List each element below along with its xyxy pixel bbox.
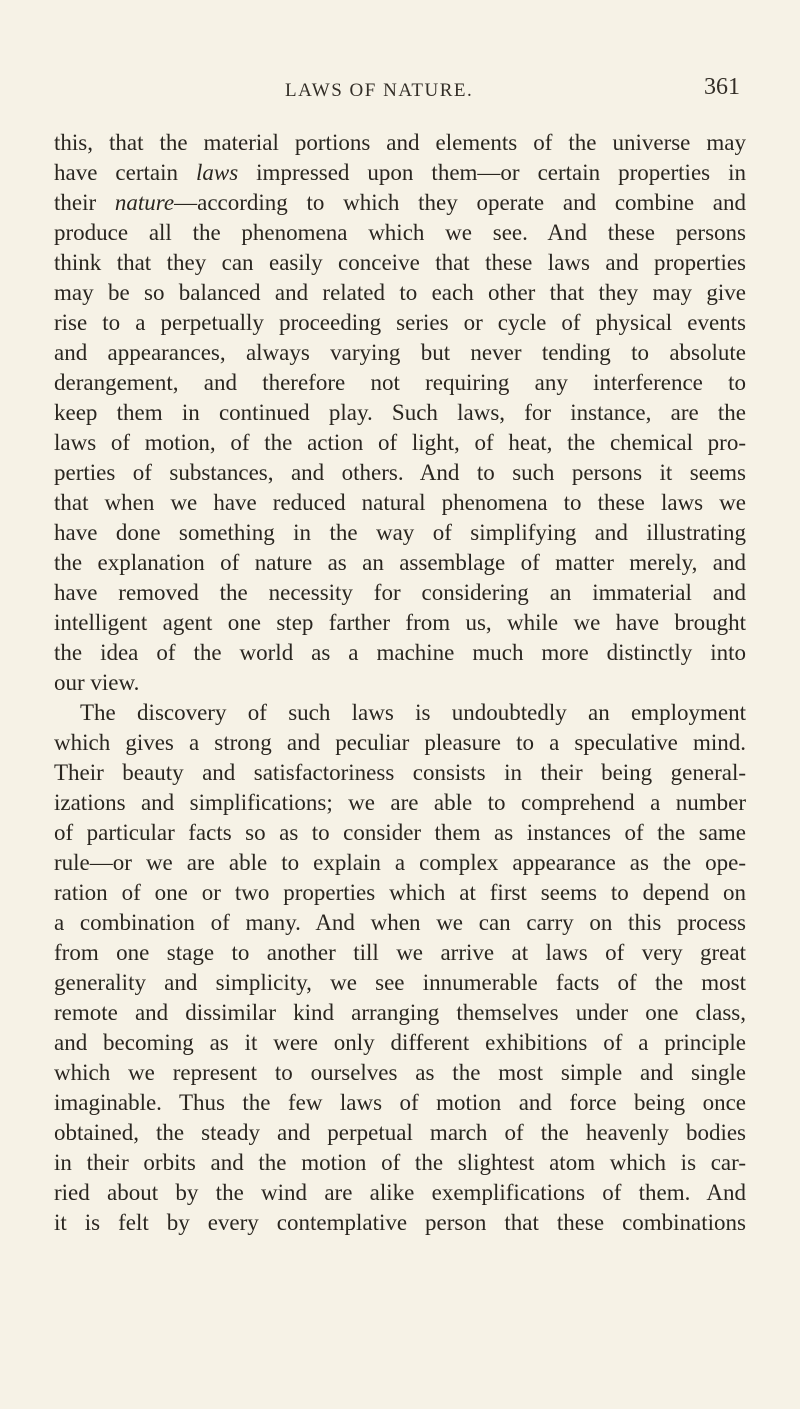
text-line: our view. <box>54 670 140 695</box>
paragraph-first-line: The discovery of such laws is undoubtedly an employment <box>80 700 746 725</box>
text-line: and appearances, always varying but never tending to absolute <box>54 340 746 365</box>
text-line: ration of one or two properties which at first seems to depend on <box>54 880 746 905</box>
text-line: have certain laws impressed upon them—or certain properties in <box>54 160 746 185</box>
text-line: that when we have reduced natural phenomena to these laws we <box>54 490 746 515</box>
text-line: their nature—according to which they operate and combine and <box>54 190 746 215</box>
text-line: the explanation of nature as an assemblage of matter merely, and <box>54 550 746 575</box>
body-text <box>54 128 746 1238</box>
text-line: izations and simplifications; we are able to comprehend a number <box>54 790 746 815</box>
text-line: the idea of the world as a machine much more distinctly into <box>54 640 746 665</box>
text-line: intelligent agent one step farther from us, while we have brought <box>54 610 746 635</box>
text-line: a combination of many. And when we can carry on this process <box>54 910 746 935</box>
text-line: rise to a perpetually proceeding series or cycle of physical events <box>54 310 746 335</box>
page-number: 361 <box>704 74 740 100</box>
text-line: of particular facts so as to consider them as instances of the same <box>54 820 746 845</box>
text-line: produce all the phenomena which we see. And these persons <box>54 220 746 245</box>
emphasis: nature <box>114 190 175 215</box>
text-line: have removed the necessity for considering an immaterial and <box>54 580 746 605</box>
text-line: may be so balanced and related to each other that they may give <box>54 280 746 305</box>
text-line: generality and simplicity, we see innumerable facts of the most <box>54 970 746 995</box>
text-line: imaginable. Thus the few laws of motion and force being once <box>54 1090 746 1115</box>
text-line: keep them in continued play. Such laws, for instance, are the <box>54 400 746 425</box>
text-line: derangement, and therefore not requiring any interference to <box>54 370 746 395</box>
text-line: think that they can easily conceive that these laws and properties <box>54 250 746 275</box>
text-line: Their beauty and satisfactoriness consists in their being general- <box>54 760 746 785</box>
text-line: obtained, the steady and perpetual march of the heavenly bodies <box>54 1120 746 1145</box>
text-line: this, that the material portions and elements of the universe may <box>54 130 746 155</box>
text-line: which we represent to ourselves as the most simple and single <box>54 1060 746 1085</box>
emphasis: laws <box>195 160 239 185</box>
text-line: which gives a strong and peculiar pleasure to a speculative mind. <box>54 730 746 755</box>
text-line: remote and dissimilar kind arranging themselves under one class, <box>54 1000 746 1025</box>
text-line: laws of motion, of the action of light, of heat, the chemical pro- <box>54 430 746 455</box>
text-line: have done something in the way of simplifying and illustrating <box>54 520 746 545</box>
text-line: ried about by the wind are alike exemplifications of them. And <box>54 1180 746 1205</box>
running-head: LAWS OF NATURE. <box>285 80 474 101</box>
text-line: rule—or we are able to explain a complex appearance as the ope- <box>54 850 746 875</box>
text-line: from one stage to another till we arrive at laws of very great <box>54 940 746 965</box>
text-line: it is felt by every contemplative person that these combinations <box>54 1210 746 1235</box>
text-line: and becoming as it were only different exhibitions of a principle <box>54 1030 746 1055</box>
text-line: in their orbits and the motion of the slightest atom which is car- <box>54 1150 746 1175</box>
text-line: perties of substances, and others. And to such persons it seems <box>54 460 746 485</box>
